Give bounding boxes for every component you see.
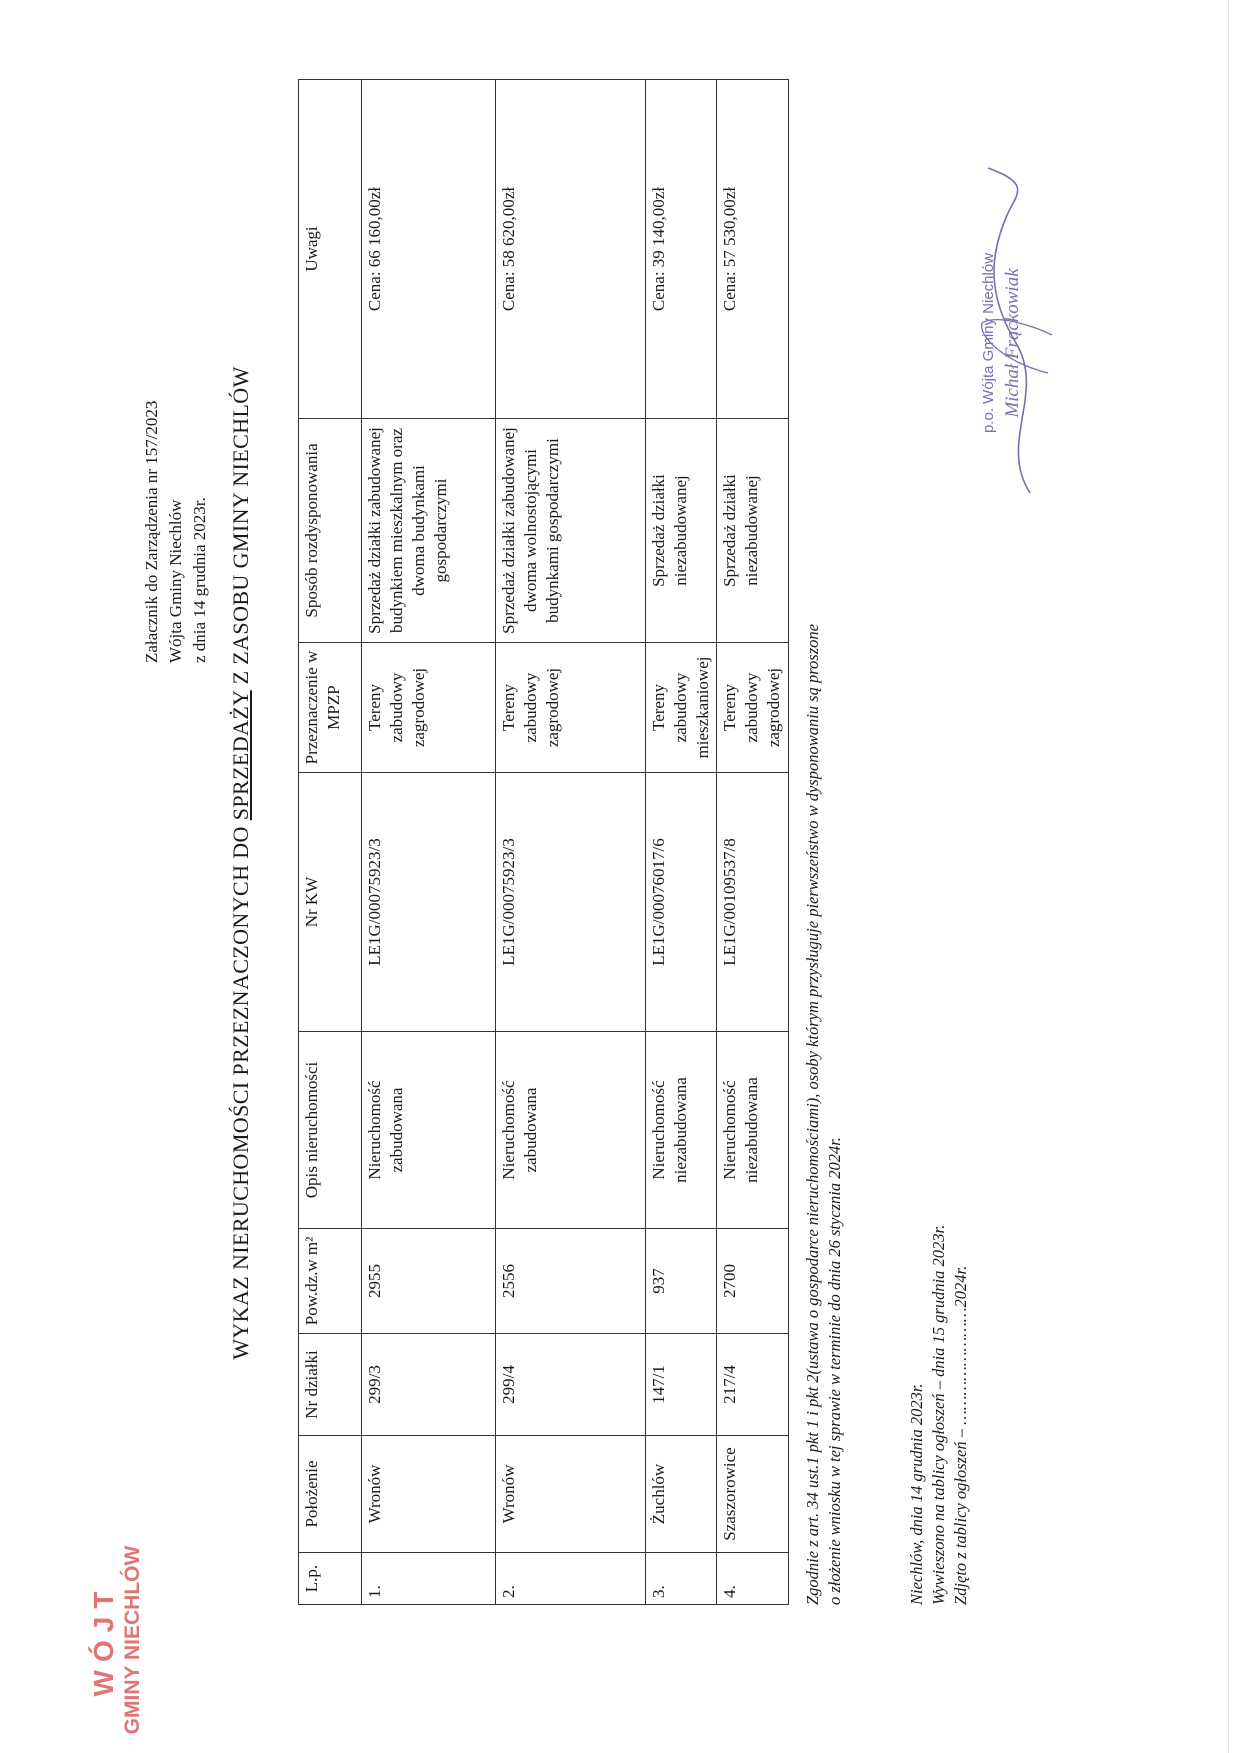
cell-uwagi: Cena: 39 140,00zł <box>646 80 717 419</box>
cell-opis: Nieruchomość zabudowana <box>362 1032 496 1229</box>
footer-line: Niechlów, dnia 14 grudnia 2023r. <box>907 1383 926 1605</box>
footer-line: Wywieszono na tablicy ogłoszeń – dnia 15 grudnia 2023r. <box>929 1224 948 1605</box>
signature-title: p.o. Wójta Gminy Niechlów <box>980 252 997 434</box>
cell-nr-dzialki: 217/4 <box>717 1334 789 1436</box>
cell-lp: 2. <box>496 1553 646 1605</box>
header-cell: Nr działki <box>299 1334 362 1436</box>
header-cell: Sposób rozdysponowania <box>299 419 362 643</box>
cell-pow: 937 <box>646 1229 717 1334</box>
cell-pow: 2556 <box>496 1229 646 1334</box>
cell-kw: LE1G/00075923/3 <box>362 773 496 1032</box>
cell-polozenie: Wronów <box>496 1436 646 1553</box>
cell-mpzp: Tereny zabudowy zagrodowej <box>717 643 789 773</box>
header-cell: Pow.dz.w m² <box>299 1229 362 1334</box>
header-cell: Przeznaczenie w MPZP <box>299 643 362 773</box>
attachment-line: Wójta Gminy Niechlów <box>166 499 185 663</box>
title-underlined: SPRZEDAŻY <box>228 690 253 821</box>
table-header-row <box>299 80 362 1605</box>
cell-nr-dzialki: 147/1 <box>646 1334 717 1436</box>
cell-opis: Nieruchomość zabudowana <box>496 1032 646 1229</box>
attachment-line: Załacznik do Zarządzenia nr 157/2023 <box>142 400 161 663</box>
header-cell: Uwagi <box>299 80 362 419</box>
cell-kw: LE1G/00075923/3 <box>496 773 646 1032</box>
cell-pow: 2955 <box>362 1229 496 1334</box>
property-table <box>298 79 789 1605</box>
cell-uwagi: Cena: 66 160,00zł <box>362 80 496 419</box>
cell-mpzp: Tereny zabudowy zagrodowej <box>496 643 646 773</box>
cell-kw: LE1G/00109537/8 <box>717 773 789 1032</box>
attachment-header <box>140 401 212 663</box>
cell-polozenie: Szaszorowice <box>717 1436 789 1553</box>
cell-nr-dzialki: 299/4 <box>496 1334 646 1436</box>
cell-lp: 4. <box>717 1553 789 1605</box>
legal-note <box>802 85 846 1605</box>
cell-sposob: Sprzedaż działki niezabudowanej <box>717 419 789 643</box>
header-cell: L.p. <box>299 1553 362 1605</box>
cell-polozenie: Żuchlów <box>646 1436 717 1553</box>
table-row <box>717 80 789 1605</box>
cell-pow: 2700 <box>717 1229 789 1334</box>
note-line: o złożenie wniosku w tej sprawie w terminie do dnia 26 stycznia 2024r. <box>825 1137 844 1605</box>
cell-opis: Nieruchomość niezabudowana <box>717 1032 789 1229</box>
signature-scribble-icon <box>968 153 1058 513</box>
table-row <box>496 80 646 1605</box>
cell-opis: Nieruchomość niezabudowana <box>646 1032 717 1229</box>
stamp-line: WÓJT <box>88 1583 119 1697</box>
signature-block <box>978 153 1026 533</box>
cell-uwagi: Cena: 57 530,00zł <box>717 80 789 419</box>
cell-sposob: Sprzedaż działki zabudowanej budynkiem mieszkalnym oraz dwoma budynkami gospodarczymi <box>362 419 496 643</box>
table-row <box>362 80 496 1605</box>
cell-mpzp: Tereny zabudowy zagrodowej <box>362 643 496 773</box>
header-cell: Opis nieruchomości <box>299 1032 362 1229</box>
cell-polozenie: Wronów <box>362 1436 496 1553</box>
note-line: Zgodnie z art. 34 ust.1 pkt 1 i pkt 2(ustawa o gospodarce nieruchomościami), osoby którym przysługuje pierwszeństwo w dysponowaniu są proszone <box>803 624 822 1605</box>
cell-nr-dzialki: 299/3 <box>362 1334 496 1436</box>
cell-sposob: Sprzedaż działki zabudowanej dwoma wolnostojącymi budynkami gospodarczymi <box>496 419 646 643</box>
cell-sposob: Sprzedaż działki niezabudowanej <box>646 419 717 643</box>
header-cell: Nr KW <box>299 773 362 1032</box>
attachment-line: z dnia 14 grudnia 2023r. <box>190 497 209 663</box>
table-row <box>646 80 717 1605</box>
cell-mpzp: Tereny zabudowy mieszkaniowej <box>646 643 717 773</box>
publication-footer <box>906 1225 972 1605</box>
stamp-line: GMINY NIECHLÓW <box>121 1545 144 1735</box>
cell-lp: 3. <box>646 1553 717 1605</box>
official-stamp <box>88 1535 146 1745</box>
title-part: Z ZASOBU GMINY NIECHLÓW <box>228 366 253 691</box>
document-title <box>228 113 254 1613</box>
footer-line: Zdjęto z tablicy ogłoszeń – ……………………2024r. <box>951 1265 970 1605</box>
cell-kw: LE1G/00076017/6 <box>646 773 717 1032</box>
title-part: WYKAZ NIERUCHOMOŚCI PRZEZNACZONYCH DO <box>228 820 253 1360</box>
signature-name: Michał Frąckowiak <box>1002 268 1023 418</box>
cell-lp: 1. <box>362 1553 496 1605</box>
header-cell: Położenie <box>299 1436 362 1553</box>
cell-uwagi: Cena: 58 620,00zł <box>496 80 646 419</box>
